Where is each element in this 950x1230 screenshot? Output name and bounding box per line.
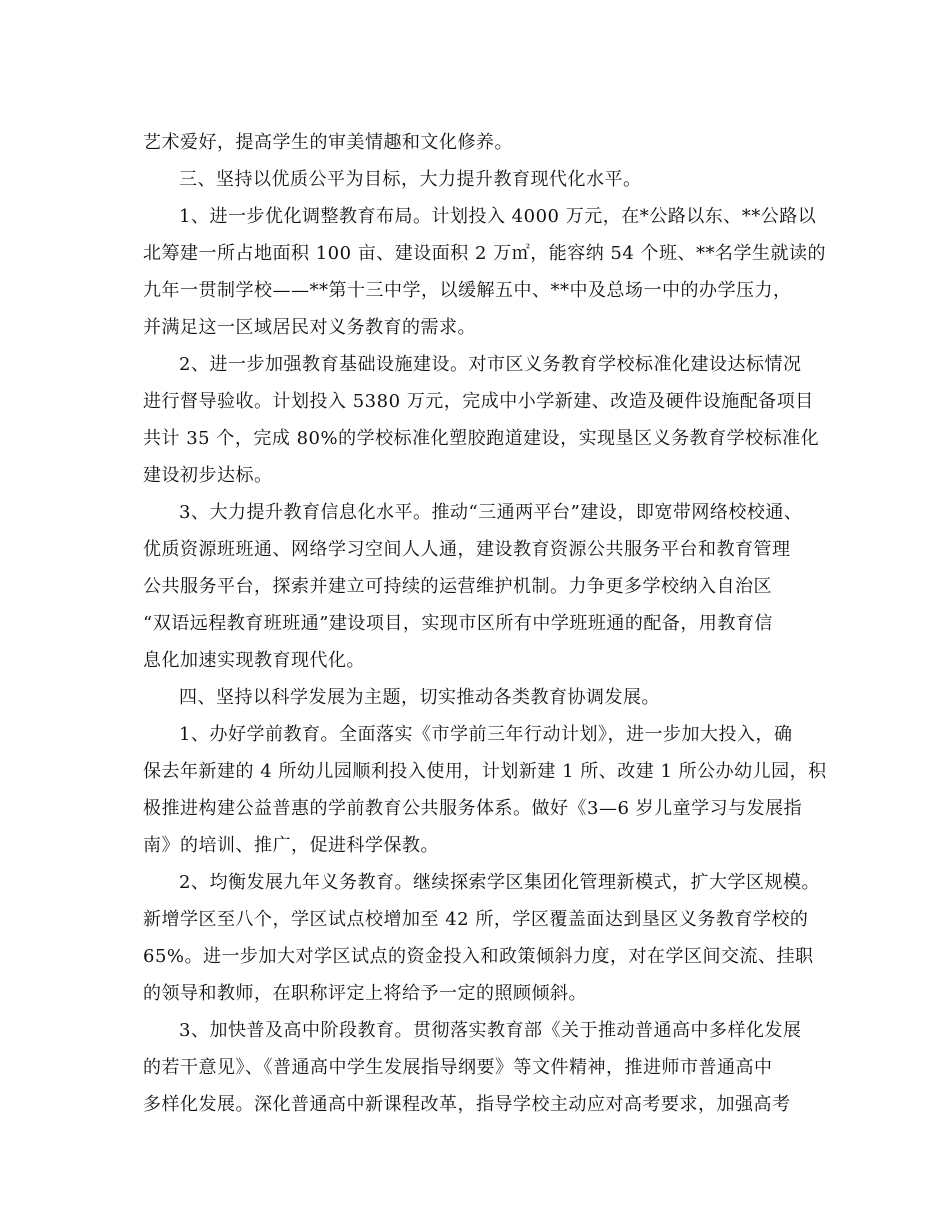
text-line: 艺术爱好，提高学生的审美情趣和文化修养。 xyxy=(143,132,513,153)
text-line: 65%。进一步加大对学区试点的资金投入和政策倾斜力度，对在学区间交流、挂职 xyxy=(143,946,814,967)
text-line: 多样化发展。深化普通高中新课程改革，指导学校主动应对高考要求，加强高考 xyxy=(143,1094,791,1115)
text-line: 的若干意见》、《普通高中学生发展指导纲要》等文件精神，推进师市普通高中 xyxy=(143,1057,773,1078)
text-line: 1、办好学前教育。全面落实《市学前三年行动计划》，进一步加大投入，确 xyxy=(179,724,793,745)
text-line: 北筹建一所占地面积 100 亩、建设面积 2 万㎡，能容纳 54 个班、**名学生就读的 xyxy=(143,243,827,264)
text-line: 保去年新建的 4 所幼儿园顺利投入使用，计划新建 1 所、改建 1 所公办幼儿园，积 xyxy=(143,761,827,782)
text-line: 公共服务平台，探索并建立可持续的运营维护机制。力争更多学校纳入自治区 xyxy=(143,576,772,597)
section-heading: 三、坚持以优质公平为目标，大力提升教育现代化水平。 xyxy=(179,169,642,190)
text-line: “双语远程教育班班通”建设项目，实现市区所有中学班班通的配备，用教育信 xyxy=(143,613,773,634)
text-line: 南》的培训、推广，促进科学保教。 xyxy=(143,835,439,856)
text-line: 极推进构建公益普惠的学前教育公共服务体系。做好《3—6 岁儿童学习与发展指 xyxy=(143,798,803,819)
text-line: 并满足这一区域居民对义务教育的需求。 xyxy=(143,317,476,338)
text-line: 新增学区至八个，学区试点校增加至 42 所，学区覆盖面达到垦区义务教育学校的 xyxy=(143,909,809,930)
text-line: 进行督导验收。计划投入 5380 万元，完成中小学新建、改造及硬件设施配备项目 xyxy=(143,391,814,412)
text-line: 3、大力提升教育信息化水平。推动“三通两平台”建设，即宽带网络校校通、 xyxy=(179,502,803,523)
text-line: 共计 35 个，完成 80%的学校标准化塑胶跑道建设，实现垦区义务教育学校标准化 xyxy=(143,428,820,449)
text-line: 建设初步达标。 xyxy=(143,465,273,486)
text-line: 3、加快普及高中阶段教育。贯彻落实教育部《关于推动普通高中多样化发展 xyxy=(179,1020,802,1041)
section-heading: 四、坚持以科学发展为主题，切实推动各类教育协调发展。 xyxy=(179,687,660,708)
text-line: 九年一贯制学校——**第十三中学，以缓解五中、**中及总场一中的办学压力， xyxy=(143,280,792,301)
text-line: 的领导和教师，在职称评定上将给予一定的照顾倾斜。 xyxy=(143,983,587,1004)
text-line: 优质资源班班通、网络学习空间人人通，建设教育资源公共服务平台和教育管理 xyxy=(143,539,791,560)
text-line: 1、进一步优化调整教育布局。计划投入 4000 万元，在*公路以东、**公路以 xyxy=(179,206,817,227)
text-line: 息化加速实现教育现代化。 xyxy=(143,650,365,671)
text-line: 2、进一步加强教育基础设施建设。对市区义务教育学校标准化建设达标情况 xyxy=(179,354,802,375)
text-line: 2、均衡发展九年义务教育。继续探索学区集团化管理新模式，扩大学区规模。 xyxy=(179,872,820,893)
